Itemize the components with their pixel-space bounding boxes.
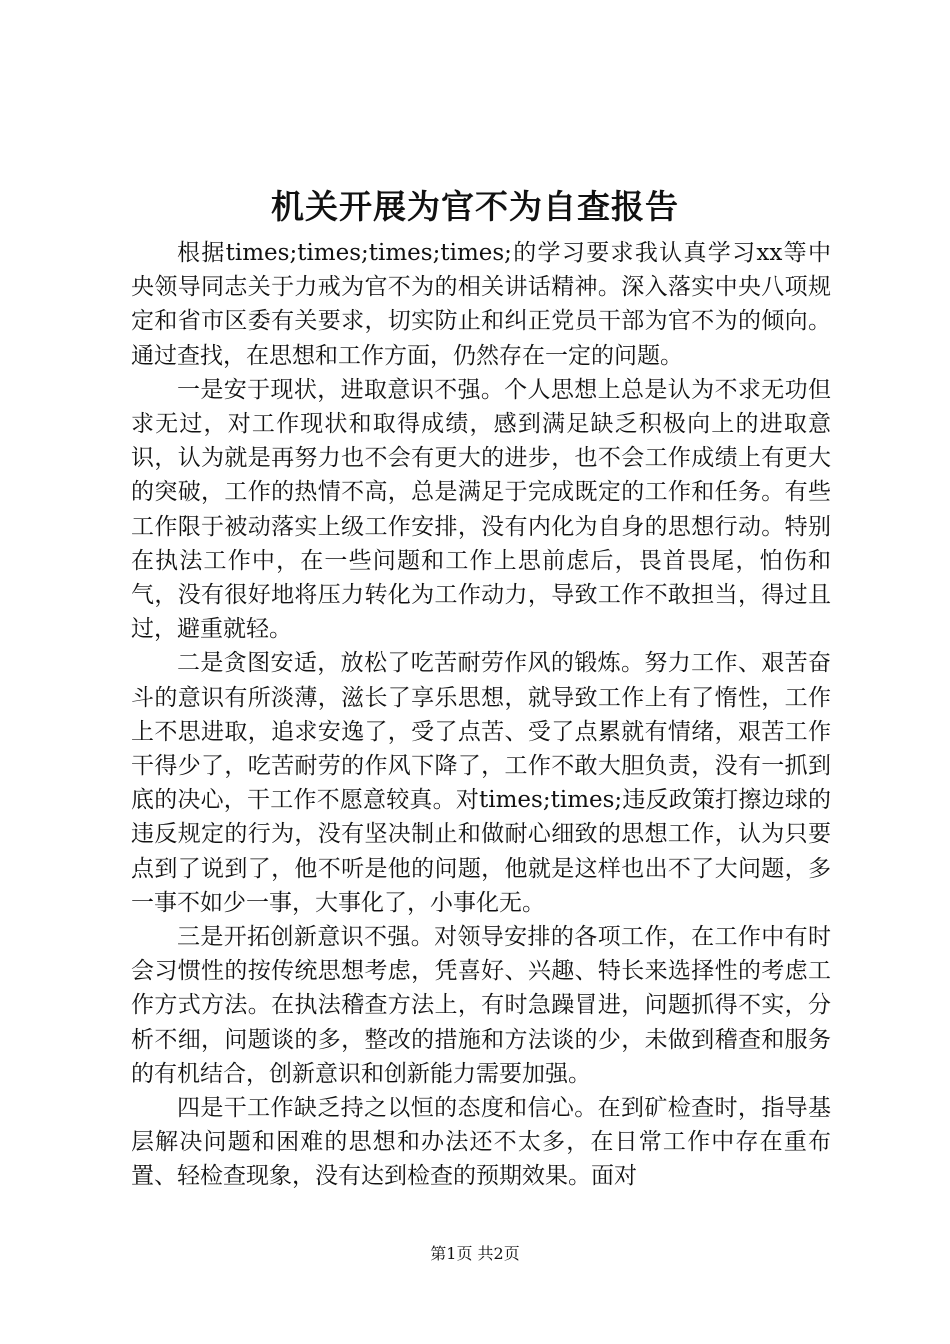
paragraph-point-two: 二是贪图安适，放松了吃苦耐劳作风的锻炼。努力工作、艰苦奋斗的意识有所淡薄，滋长了享乐思想，就导致工作上有了惰性，工作上不思进取，追求安逸了，受了点苦、受了点累就有情绪，艰苦工作干得少了，吃苦耐劳的作风下降了，工作不敢大胆负责，没有一抓到底的决心，干工作不愿意较真。对times;times;违反政策打擦边球的违反规定的行为，没有坚决制止和做耐心细致的思想工作，认为只要点到了说到了，他不听是他的问题，他就是这样也出不了大问题，多一事不如少一事，大事化了，小事化无。 — [131, 650, 831, 916]
document-body — [131, 236, 831, 1194]
paragraph-point-four: 四是干工作缺乏持之以恒的态度和信心。在到矿检查时，指导基层解决问题和困难的思想和办法还不太多，在日常工作中存在重布置、轻检查现象，没有达到检查的预期效果。面对 — [131, 1095, 831, 1190]
page-number-footer: 第1页 共2页 — [430, 1244, 520, 1263]
paragraph-point-three: 三是开拓创新意识不强。对领导安排的各项工作，在工作中有时会习惯性的按传统思想考虑，凭喜好、兴趣、特长来选择性的考虑工作方式方法。在执法稽查方法上，有时急躁冒进，问题抓得不实，分析不细，问题谈的多，整改的措施和方法谈的少，未做到稽查和服务的有机结合，创新意识和创新能力需要加强。 — [131, 924, 831, 1087]
paragraph-intro: 根据times;times;times;times;的学习要求我认真学习xx等中央领导同志关于力戒为官不为的相关讲话精神。深入落实中央八项规定和省市区委有关要求，切实防止和纠正党员干部为官不为的倾向。通过查找，在思想和工作方面，仍然存在一定的问题。 — [131, 240, 831, 369]
document-title: 机关开展为官不为自查报告 — [271, 187, 679, 226]
paragraph-point-one: 一是安于现状，进取意识不强。个人思想上总是认为不求无功但求无过，对工作现状和取得成绩，感到满足缺乏积极向上的进取意识，认为就是再努力也不会有更大的进步，也不会工作成绩上有更大的突破，工作的热情不高，总是满足于完成既定的工作和任务。有些工作限于被动落实上级工作安排，没有内化为自身的思想行动。特别在执法工作中，在一些问题和工作上思前虑后，畏首畏尾，怕伤和气，没有很好地将压力转化为工作动力，导致工作不敢担当，得过且过，避重就轻。 — [131, 376, 831, 643]
